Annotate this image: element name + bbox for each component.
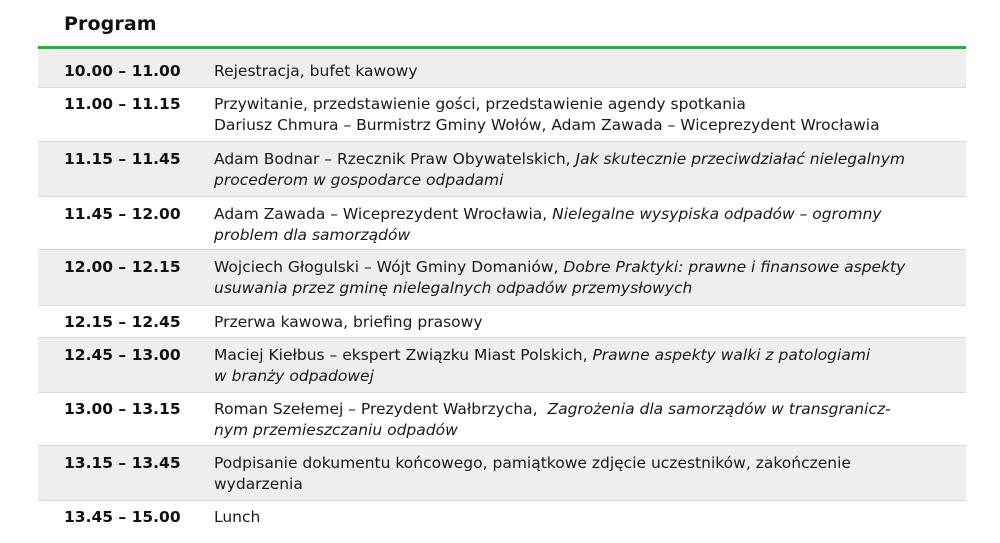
description-text: Wojciech Głogulski – Wójt Gminy Domaniów, <box>214 258 564 276</box>
program-row <box>38 197 966 250</box>
agenda-description <box>214 507 966 528</box>
agenda-description <box>214 94 966 136</box>
description-line <box>214 61 946 82</box>
agenda-description <box>214 204 966 246</box>
time-slot: 13.45 – 15.00 <box>64 508 181 526</box>
description-text: Przerwa kawowa, briefing prasowy <box>214 313 483 331</box>
talk-title: Zagrożenia dla samorządów w transgranicz- <box>547 400 891 418</box>
agenda-description <box>214 399 966 441</box>
time-slot: 11.00 – 11.15 <box>64 95 181 113</box>
time-slot: 12.00 – 12.15 <box>64 258 181 276</box>
talk-title: Prawne aspekty walki z patologiami <box>592 346 871 364</box>
description-line <box>214 366 946 387</box>
program-row <box>38 306 966 338</box>
agenda-description <box>214 312 966 333</box>
description-text: Rejestracja, bufet kawowy <box>214 62 418 80</box>
description-text: Lunch <box>214 508 261 526</box>
description-text: Maciej Kiełbus – ekspert Związku Miast Polskich, <box>214 346 593 364</box>
program-row <box>38 49 966 88</box>
description-line <box>214 94 946 115</box>
description-line <box>214 278 946 299</box>
program-row <box>38 88 966 142</box>
talk-title: Nielegalne wysypiska odpadów – ogromny <box>552 205 882 223</box>
description-text: Roman Szełemej – Prezydent Wałbrzycha, <box>214 400 548 418</box>
program-row <box>38 446 966 501</box>
agenda-description <box>214 453 966 495</box>
agenda-description <box>214 257 966 299</box>
talk-title: Jak skutecznie przeciwdziałać nielegalnym <box>575 150 906 168</box>
description-text: Dariusz Chmura – Burmistrz Gminy Wołów, Adam Zawada – Wiceprezydent Wrocławia <box>214 116 880 134</box>
agenda-description <box>214 61 966 82</box>
time-slot: 12.15 – 12.45 <box>64 313 181 331</box>
program-table <box>38 49 966 535</box>
program-row <box>38 393 966 446</box>
description-text: Przywitanie, przedstawienie gości, przedstawienie agendy spotkania <box>214 95 746 113</box>
description-line <box>214 170 946 191</box>
talk-title: Dobre Praktyki: prawne i finansowe aspekty <box>563 258 906 276</box>
program-row <box>38 338 966 393</box>
talk-title: nym przemieszczaniu odpadów <box>214 421 458 439</box>
program-row <box>38 142 966 197</box>
description-line <box>214 225 946 246</box>
description-line <box>214 257 946 278</box>
talk-title: procederom w gospodarce odpadami <box>214 171 504 189</box>
talk-title: w branży odpadowej <box>214 367 374 385</box>
description-line <box>214 420 946 441</box>
program-row <box>38 250 966 306</box>
talk-title: problem dla samorządów <box>214 226 411 244</box>
description-text: Adam Bodnar – Rzecznik Praw Obywatelskich, <box>214 150 576 168</box>
description-text: wydarzenia <box>214 475 303 493</box>
talk-title: usuwania przez gminę nielegalnych odpadów przemysłowych <box>214 279 693 297</box>
program-title: Program <box>64 13 157 35</box>
agenda-description <box>214 149 966 191</box>
agenda-description <box>214 345 966 387</box>
time-slot: 10.00 – 11.00 <box>64 62 181 80</box>
description-line <box>214 474 946 495</box>
description-line <box>214 312 946 333</box>
time-slot: 12.45 – 13.00 <box>64 346 181 364</box>
description-line <box>214 115 946 136</box>
time-slot: 13.15 – 13.45 <box>64 454 181 472</box>
time-slot: 11.15 – 11.45 <box>64 150 181 168</box>
description-line <box>214 345 946 366</box>
description-line <box>214 204 946 225</box>
description-line <box>214 507 946 528</box>
time-slot: 13.00 – 13.15 <box>64 400 181 418</box>
description-line <box>214 149 946 170</box>
description-text: Podpisanie dokumentu końcowego, pamiątkowe zdjęcie uczestników, zakończenie <box>214 454 851 472</box>
time-slot: 11.45 – 12.00 <box>64 205 181 223</box>
description-line <box>214 399 946 420</box>
description-line <box>214 453 946 474</box>
program-row <box>38 501 966 535</box>
description-text: Adam Zawada – Wiceprezydent Wrocławia, <box>214 205 553 223</box>
